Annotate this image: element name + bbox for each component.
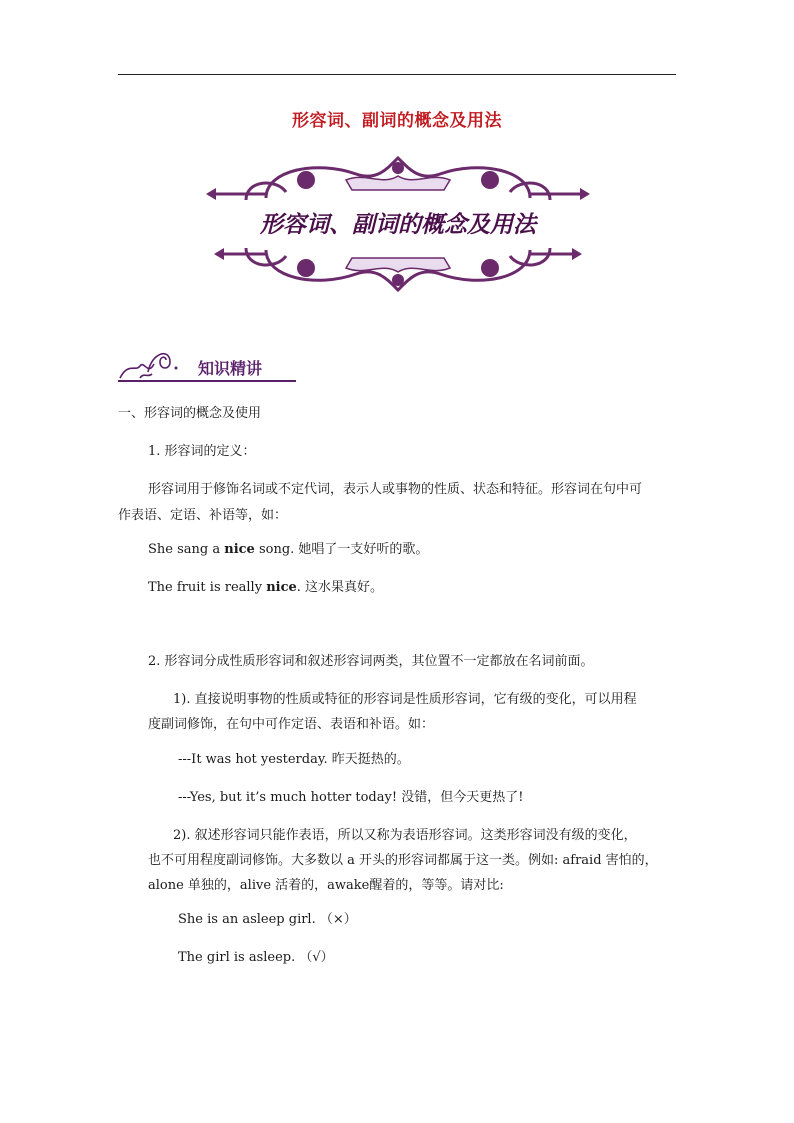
- comparison-wrong: She is an asleep girl. （×）: [178, 912, 357, 927]
- header-rule: [118, 74, 676, 75]
- example-1-suffix: song. 她唱了一支好听的歌。: [254, 542, 429, 557]
- swirl-flourish-icon: [118, 342, 178, 382]
- section-label: 知识精讲: [198, 359, 263, 378]
- example-2-suffix: . 这水果真好。: [296, 580, 384, 595]
- comparison-correct: The girl is asleep. （√）: [178, 950, 334, 965]
- sub-item-2-line1: 2). 叙述形容词只能作表语，所以又称为表语形容词。这类形容词没有级的变化，: [173, 828, 637, 843]
- dialog-line-1: ---It was hot yesterday. 昨天挺热的。: [178, 752, 410, 767]
- definition-paragraph-line1: 形容词用于修饰名词或不定代词，表示人或事物的性质、状态和特征。形容词在句中可: [148, 482, 643, 497]
- ornament-banner: [206, 150, 590, 300]
- section-header: [118, 342, 298, 386]
- sub-item-2-line3: alone 单独的，alive 活着的，awake醒着的，等等。请对比:: [148, 878, 504, 893]
- section-underline: [118, 380, 296, 382]
- dialog-line-2: ---Yes, but it’s much hotter today! 没错，但今天更热了!: [178, 790, 524, 805]
- example-sentence-2: [148, 575, 383, 601]
- item-adjective-types: 2. 形容词分成性质形容词和叙述形容词两类，其位置不一定都放在名词前面。: [148, 654, 594, 669]
- sub-item-2-line2: 也不可用程度副词修饰。大多数以 a 开头的形容词都属于这一类。例如: afraid 害怕的，: [148, 853, 658, 868]
- sub-item-1-line1: 1). 直接说明事物的性质或特征的形容词是性质形容词，它有级的变化，可以用程: [173, 692, 637, 707]
- example-1-keyword: nice: [224, 542, 255, 557]
- example-2-keyword: nice: [266, 580, 297, 595]
- page-title: 形容词、副词的概念及用法: [292, 111, 502, 131]
- example-1-prefix: She sang a: [148, 542, 225, 557]
- definition-paragraph-line2: 作表语、定语、补语等，如：: [118, 508, 288, 523]
- banner-title: 形容词、副词的概念及用法: [260, 211, 536, 238]
- example-2-prefix: The fruit is really: [148, 580, 267, 595]
- heading-adjective-concept: 一、形容词的概念及使用: [118, 406, 262, 421]
- item-definition: 1. 形容词的定义：: [148, 444, 256, 459]
- sub-item-1-line2: 度副词修饰，在句中可作定语、表语和补语。如：: [148, 717, 435, 732]
- example-sentence-1: [148, 537, 428, 563]
